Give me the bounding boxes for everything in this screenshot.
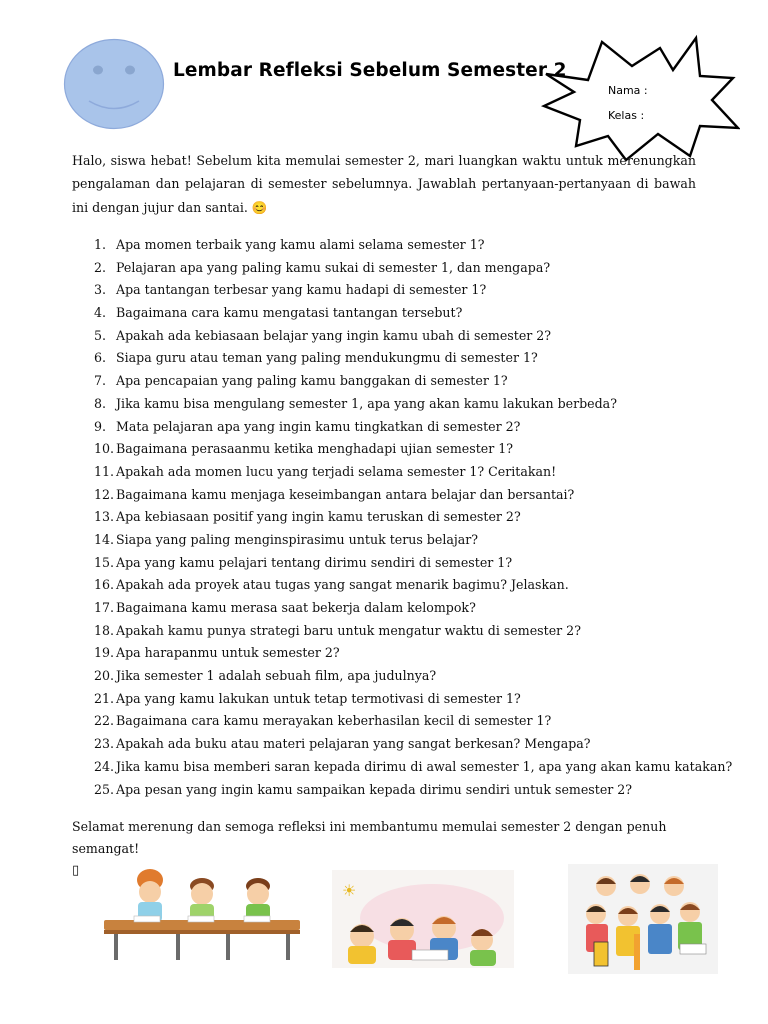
question-number: 21. (94, 690, 115, 706)
question-text: Apakah ada proyek atau tugas yang sangat menarik bagimu? Jelaskan. (116, 577, 569, 593)
question-item (94, 438, 714, 461)
question-item (94, 370, 714, 393)
question-number: 8. (94, 395, 107, 411)
question-number: 7. (94, 373, 107, 389)
question-number: 1. (94, 237, 107, 252)
question-text: Apa harapanmu untuk semester 2? (116, 645, 340, 661)
name-class-starburst (540, 34, 740, 164)
question-text: Bagaimana cara kamu mengatasi tantangan tersebut? (116, 305, 463, 321)
question-number: 17. (94, 600, 115, 615)
question-text: Jika semester 1 adalah sebuah film, apa judulnya? (116, 668, 437, 684)
question-number: 19. (94, 645, 115, 661)
question-number: 5. (94, 327, 107, 343)
question-number: 10. (94, 441, 115, 457)
class-label: Kelas : (608, 109, 645, 122)
question-number: 11. (94, 463, 115, 479)
question-text: Bagaimana cara kamu merayakan keberhasilan kecil di semester 1? (116, 713, 552, 729)
question-text: Apa kebiasaan positif yang ingin kamu teruskan di semester 2? (116, 509, 521, 525)
question-item (94, 688, 714, 711)
question-item (94, 574, 714, 597)
question-item (94, 302, 714, 325)
question-text: Jika kamu bisa mengulang semester 1, apa yang akan kamu lakukan berbeda? (116, 395, 617, 411)
question-item (94, 506, 714, 529)
children-at-desks-illustration (100, 868, 302, 964)
question-text: Apakah ada buku atau materi pelajaran yang sangat berkesan? Mengapa? (116, 736, 591, 752)
question-text: Bagaimana kamu merasa saat bekerja dalam kelompok? (116, 600, 476, 615)
question-text: Apa yang kamu lakukan untuk tetap termotivasi di semester 1? (116, 690, 521, 706)
question-item (94, 665, 714, 688)
question-item (94, 234, 714, 257)
question-number: 20. (94, 668, 115, 684)
question-text: Mata pelajaran apa yang ingin kamu tingkatkan di semester 2? (116, 418, 521, 434)
question-text: Apakah ada momen lucu yang terjadi selama semester 1? Ceritakan! (116, 463, 557, 479)
question-number: 9. (94, 418, 107, 434)
svg-text:☀: ☀ (342, 881, 357, 900)
question-number: 6. (94, 350, 107, 366)
question-number: 15. (94, 554, 115, 570)
question-text: Apa pesan yang ingin kamu sampaikan kepada dirimu sendiri untuk semester 2? (116, 781, 633, 797)
question-list (94, 234, 733, 801)
question-text: Bagaimana perasaanmu ketika menghadapi ujian semester 1? (116, 441, 514, 457)
question-item (94, 461, 714, 484)
question-item (94, 733, 714, 756)
question-item (94, 257, 714, 280)
question-number: 14. (94, 531, 115, 547)
question-item (94, 393, 714, 416)
question-item (94, 756, 733, 779)
closing-text: Selamat merenung dan semoga refleksi ini membantumu memulai semester 2 dengan penuh semangat! (72, 819, 667, 856)
question-item (94, 529, 714, 552)
question-text: Bagaimana kamu menjaga keseimbangan antara belajar dan bersantai? (116, 486, 575, 502)
intro-paragraph: Halo, siswa hebat! Sebelum kita memulai semester 2, mari luangkan waktu untuk merenungkan pengalaman dan pelajaran di semester sebelumnya. Jawablah pertanyaan-pertanyaan di bawah ini dengan jujur dan santai. 😊 (72, 153, 696, 215)
question-number: 25. (94, 781, 115, 797)
question-number: 24. (94, 758, 115, 774)
question-text: Apa momen terbaik yang kamu alami selama semester 1? (116, 237, 485, 252)
question-number: 18. (94, 622, 115, 638)
question-item (94, 325, 714, 348)
name-label: Nama : (608, 84, 648, 97)
question-item (94, 710, 714, 733)
question-number: 3. (94, 282, 107, 298)
question-item (94, 620, 714, 643)
question-item (94, 597, 714, 620)
question-item (94, 279, 714, 302)
question-text: Apakah ada kebiasaan belajar yang ingin kamu ubah di semester 2? (116, 327, 552, 343)
question-number: 4. (94, 305, 107, 321)
question-text: Jika kamu bisa memberi saran kepada dirimu di awal semester 1, apa yang akan kamu katakan? (116, 758, 733, 774)
page-title: Lembar Refleksi Sebelum Semester 2 (173, 60, 567, 81)
question-text: Apakah kamu punya strategi baru untuk mengatur waktu di semester 2? (116, 622, 581, 638)
question-item (94, 552, 714, 575)
question-text: Apa yang kamu pelajari tentang dirimu sendiri di semester 1? (116, 554, 513, 570)
question-text: Siapa guru atau teman yang paling mendukungmu di semester 1? (116, 350, 538, 366)
question-item (94, 642, 714, 665)
question-number: 13. (94, 509, 115, 525)
question-item (94, 779, 714, 802)
question-text: Siapa yang paling menginspirasimu untuk terus belajar? (116, 531, 479, 547)
question-text: Apa tantangan terbesar yang kamu hadapi di semester 1? (116, 282, 487, 298)
question-item (94, 347, 714, 370)
question-number: 23. (94, 736, 115, 752)
question-number: 2. (94, 259, 107, 275)
missing-glyph-icon: ▯ (72, 863, 80, 878)
question-text: Apa pencapaian yang paling kamu banggakan di semester 1? (116, 373, 508, 389)
children-reading-illustration (332, 870, 514, 968)
question-item (94, 484, 714, 507)
question-number: 16. (94, 577, 115, 593)
question-text: Pelajaran apa yang paling kamu sukai di semester 1, dan mengapa? (116, 259, 551, 275)
group-of-children-illustration (568, 864, 718, 974)
question-item (94, 416, 714, 439)
question-number: 22. (94, 713, 115, 729)
question-number: 12. (94, 486, 115, 502)
smiley-face-icon (63, 38, 165, 130)
